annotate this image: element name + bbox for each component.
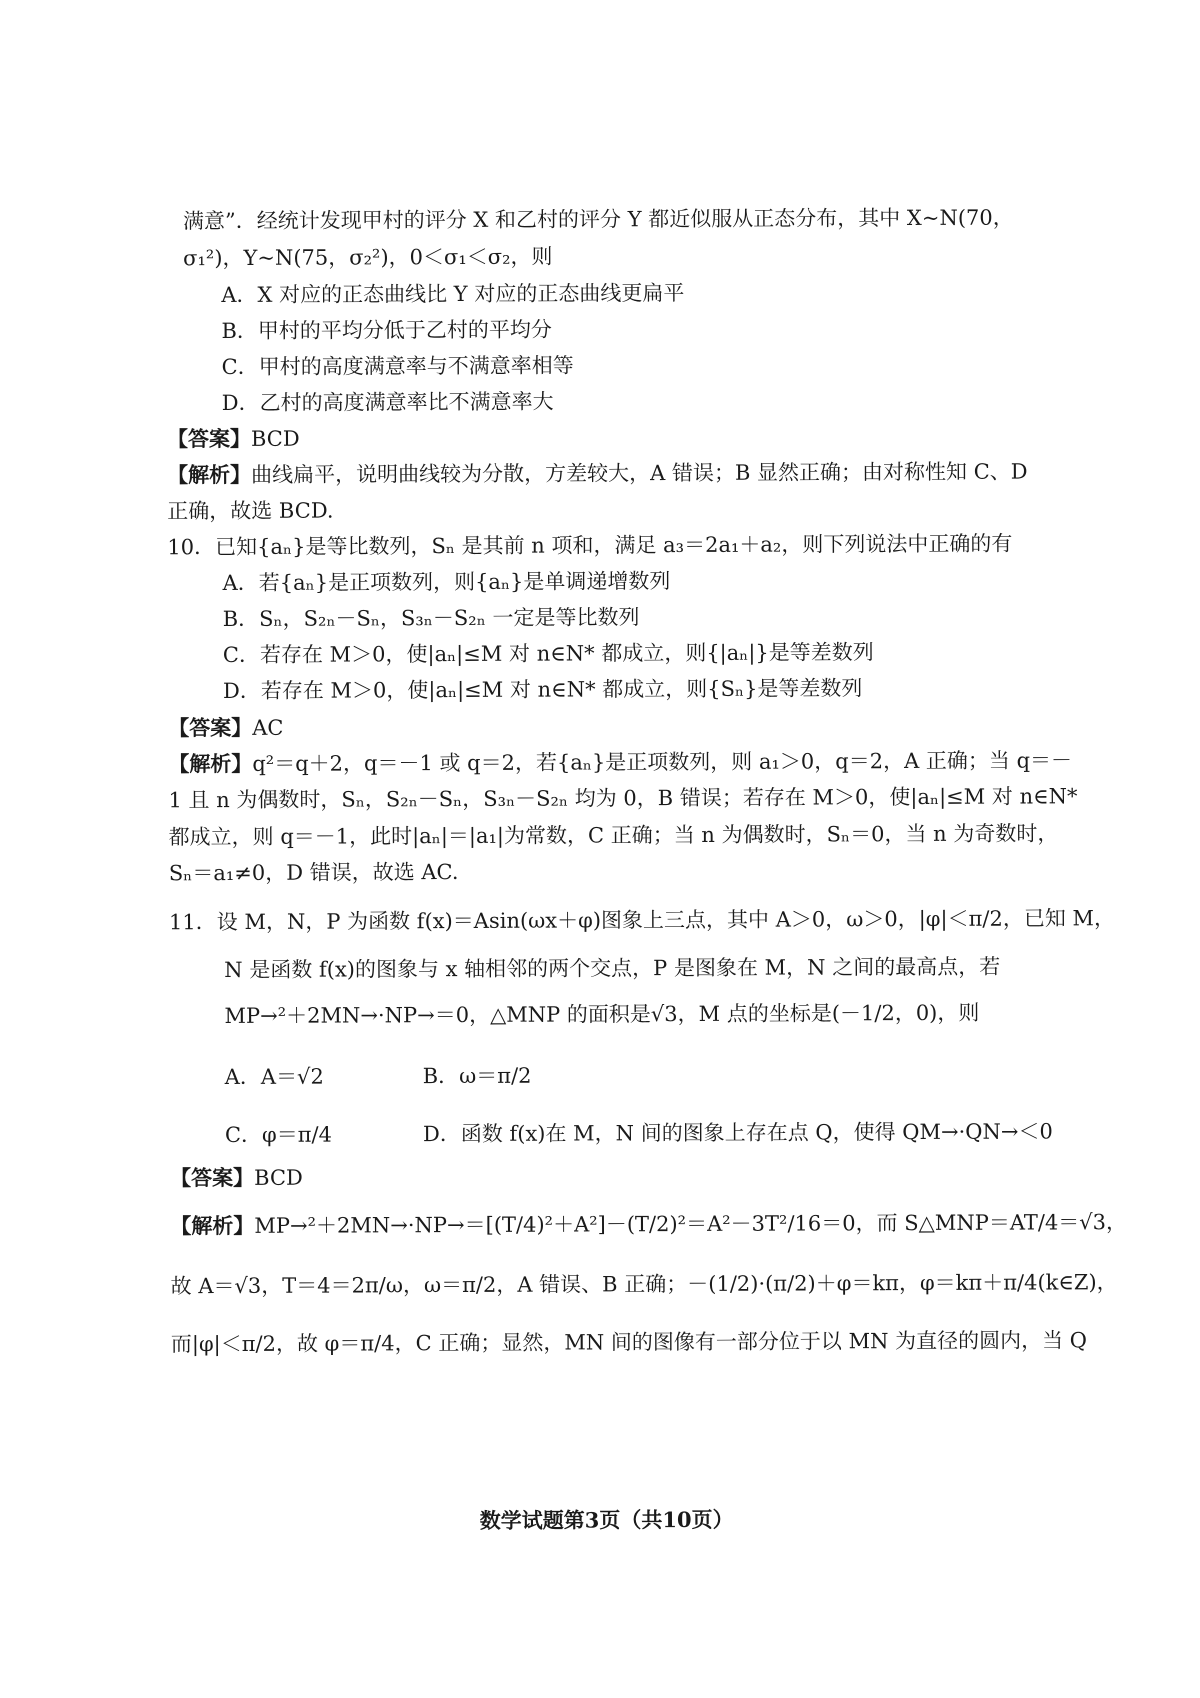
q11-answer bbox=[170, 1163, 303, 1194]
q9-stem-line1: 满意”．经统计发现甲村的评分 X 和乙村的评分 Y 都近似服从正态分布，其中 X~N(70， bbox=[182, 205, 1014, 234]
q10-option-b: B．Sₙ，S₂ₙ－Sₙ，S₃ₙ－S₂ₙ 一定是等比数列 bbox=[222, 605, 640, 632]
q9-option-c: C．甲村的高度满意率与不满意率相等 bbox=[221, 353, 574, 380]
q11-stem-line2: N 是函数 f(x)的图象与 x 轴相邻的两个交点，P 是图象在 M，N 之间的最高点，若 bbox=[224, 954, 1001, 983]
q11-analysis-line2: 故 A＝√3，T＝4＝2π/ω，ω＝π/2，A 错误、B 正确；－(1/2)·(π/2)＋φ＝kπ，φ＝kπ＋π/4(k∈Z)， bbox=[170, 1270, 1118, 1299]
page-footer: 数学试题第3页（共10页） bbox=[479, 1506, 734, 1533]
q9-analysis-line2: 正确，故选 BCD. bbox=[167, 498, 334, 524]
answer-value: AC bbox=[252, 715, 284, 740]
q10-answer bbox=[168, 713, 283, 744]
answer-label: 【答案】 bbox=[168, 714, 253, 741]
q11-analysis-line3: 而|φ|＜π/2，故 φ＝π/4，C 正确；显然，MN 间的图像有一部分位于以 MN 为直径的圆内，当 Q bbox=[170, 1328, 1088, 1357]
q9-option-a: A．X 对应的正态曲线比 Y 对应的正态曲线更扁平 bbox=[221, 281, 685, 308]
q10-option-a: A．若{aₙ}是正项数列，则{aₙ}是单调递增数列 bbox=[222, 569, 671, 596]
answer-label: 【答案】 bbox=[166, 425, 251, 452]
q10-analysis-line4: Sₙ＝a₁≠0，D 错误，故选 AC. bbox=[168, 860, 459, 886]
q11-option-b: B．ω＝π/2 bbox=[422, 1063, 532, 1089]
analysis-text: q²＝q＋2，q＝－1 或 q＝2，若{aₙ}是正项数列，则 a₁＞0，q＝2，A 正确；当 q＝－ bbox=[252, 748, 1073, 776]
answer-label: 【答案】 bbox=[170, 1164, 255, 1191]
q11-analysis-line1 bbox=[170, 1207, 1127, 1241]
analysis-label: 【解析】 bbox=[167, 461, 252, 488]
q11-stem-line1: 11．设 M，N，P 为函数 f(x)＝Asin(ωx＋φ)图象上三点，其中 A＞0，ω＞0，|φ|＜π/2，已知 M， bbox=[168, 906, 1116, 935]
q11-option-c: C．φ＝π/4 bbox=[224, 1122, 333, 1148]
q11-option-d: D．函数 f(x)在 M，N 间的图象上存在点 Q，使得 QM→·QN→＜0 bbox=[422, 1119, 1053, 1147]
q10-option-c: C．若存在 M＞0，使|aₙ|≤M 对 n∈N* 都成立，则{|aₙ|}是等差数列 bbox=[222, 640, 874, 668]
q10-analysis-line3: 都成立，则 q＝－1，此时|aₙ|＝|a₁|为常数，C 正确；当 n 为偶数时，Sₙ＝0，当 n 为奇数时， bbox=[168, 821, 1059, 850]
q11-option-a: A．A＝√2 bbox=[224, 1064, 324, 1090]
analysis-label: 【解析】 bbox=[168, 750, 253, 777]
analysis-label: 【解析】 bbox=[170, 1212, 255, 1239]
q9-analysis-line1 bbox=[167, 457, 1028, 491]
q9-option-d: D．乙村的高度满意率比不满意率大 bbox=[221, 389, 554, 416]
q9-answer bbox=[167, 424, 300, 455]
q10-stem: 10．已知{aₙ}是等比数列，Sₙ 是其前 n 项和，满足 a₃＝2a₁＋a₂，则下列说法中正确的有 bbox=[167, 531, 1013, 560]
analysis-text: 曲线扁平，说明曲线较为分散，方差较大，A 错误；B 显然正确；由对称性知 C、D bbox=[251, 459, 1028, 487]
q11-stem-line3: MP→²＋2MN→·NP→＝0，△MNP 的面积是√3，M 点的坐标是(－1/2，0)，则 bbox=[224, 1000, 980, 1029]
q10-analysis-line1 bbox=[168, 745, 1072, 779]
answer-value: BCD bbox=[254, 1165, 303, 1190]
answer-value: BCD bbox=[250, 426, 300, 451]
q9-option-b: B．甲村的平均分低于乙村的平均分 bbox=[221, 317, 552, 344]
analysis-text: MP→²＋2MN→·NP→＝[(T/4)²＋A²]－(T/2)²＝A²－3T²/16＝0，而 S△MNP＝AT/4＝√3， bbox=[254, 1210, 1128, 1238]
q10-analysis-line2: 1 且 n 为偶数时，Sₙ，S₂ₙ－Sₙ，S₃ₙ－S₂ₙ 均为 0，B 错误；若存在 M＞0，使|aₙ|≤M 对 n∈N* bbox=[168, 784, 1078, 813]
q10-option-d: D．若存在 M＞0，使|aₙ|≤M 对 n∈N* 都成立，则{Sₙ}是等差数列 bbox=[222, 676, 863, 704]
q9-stem-line2: σ₁²)，Y~N(75，σ₂²)，0＜σ₁＜σ₂，则 bbox=[183, 244, 553, 271]
